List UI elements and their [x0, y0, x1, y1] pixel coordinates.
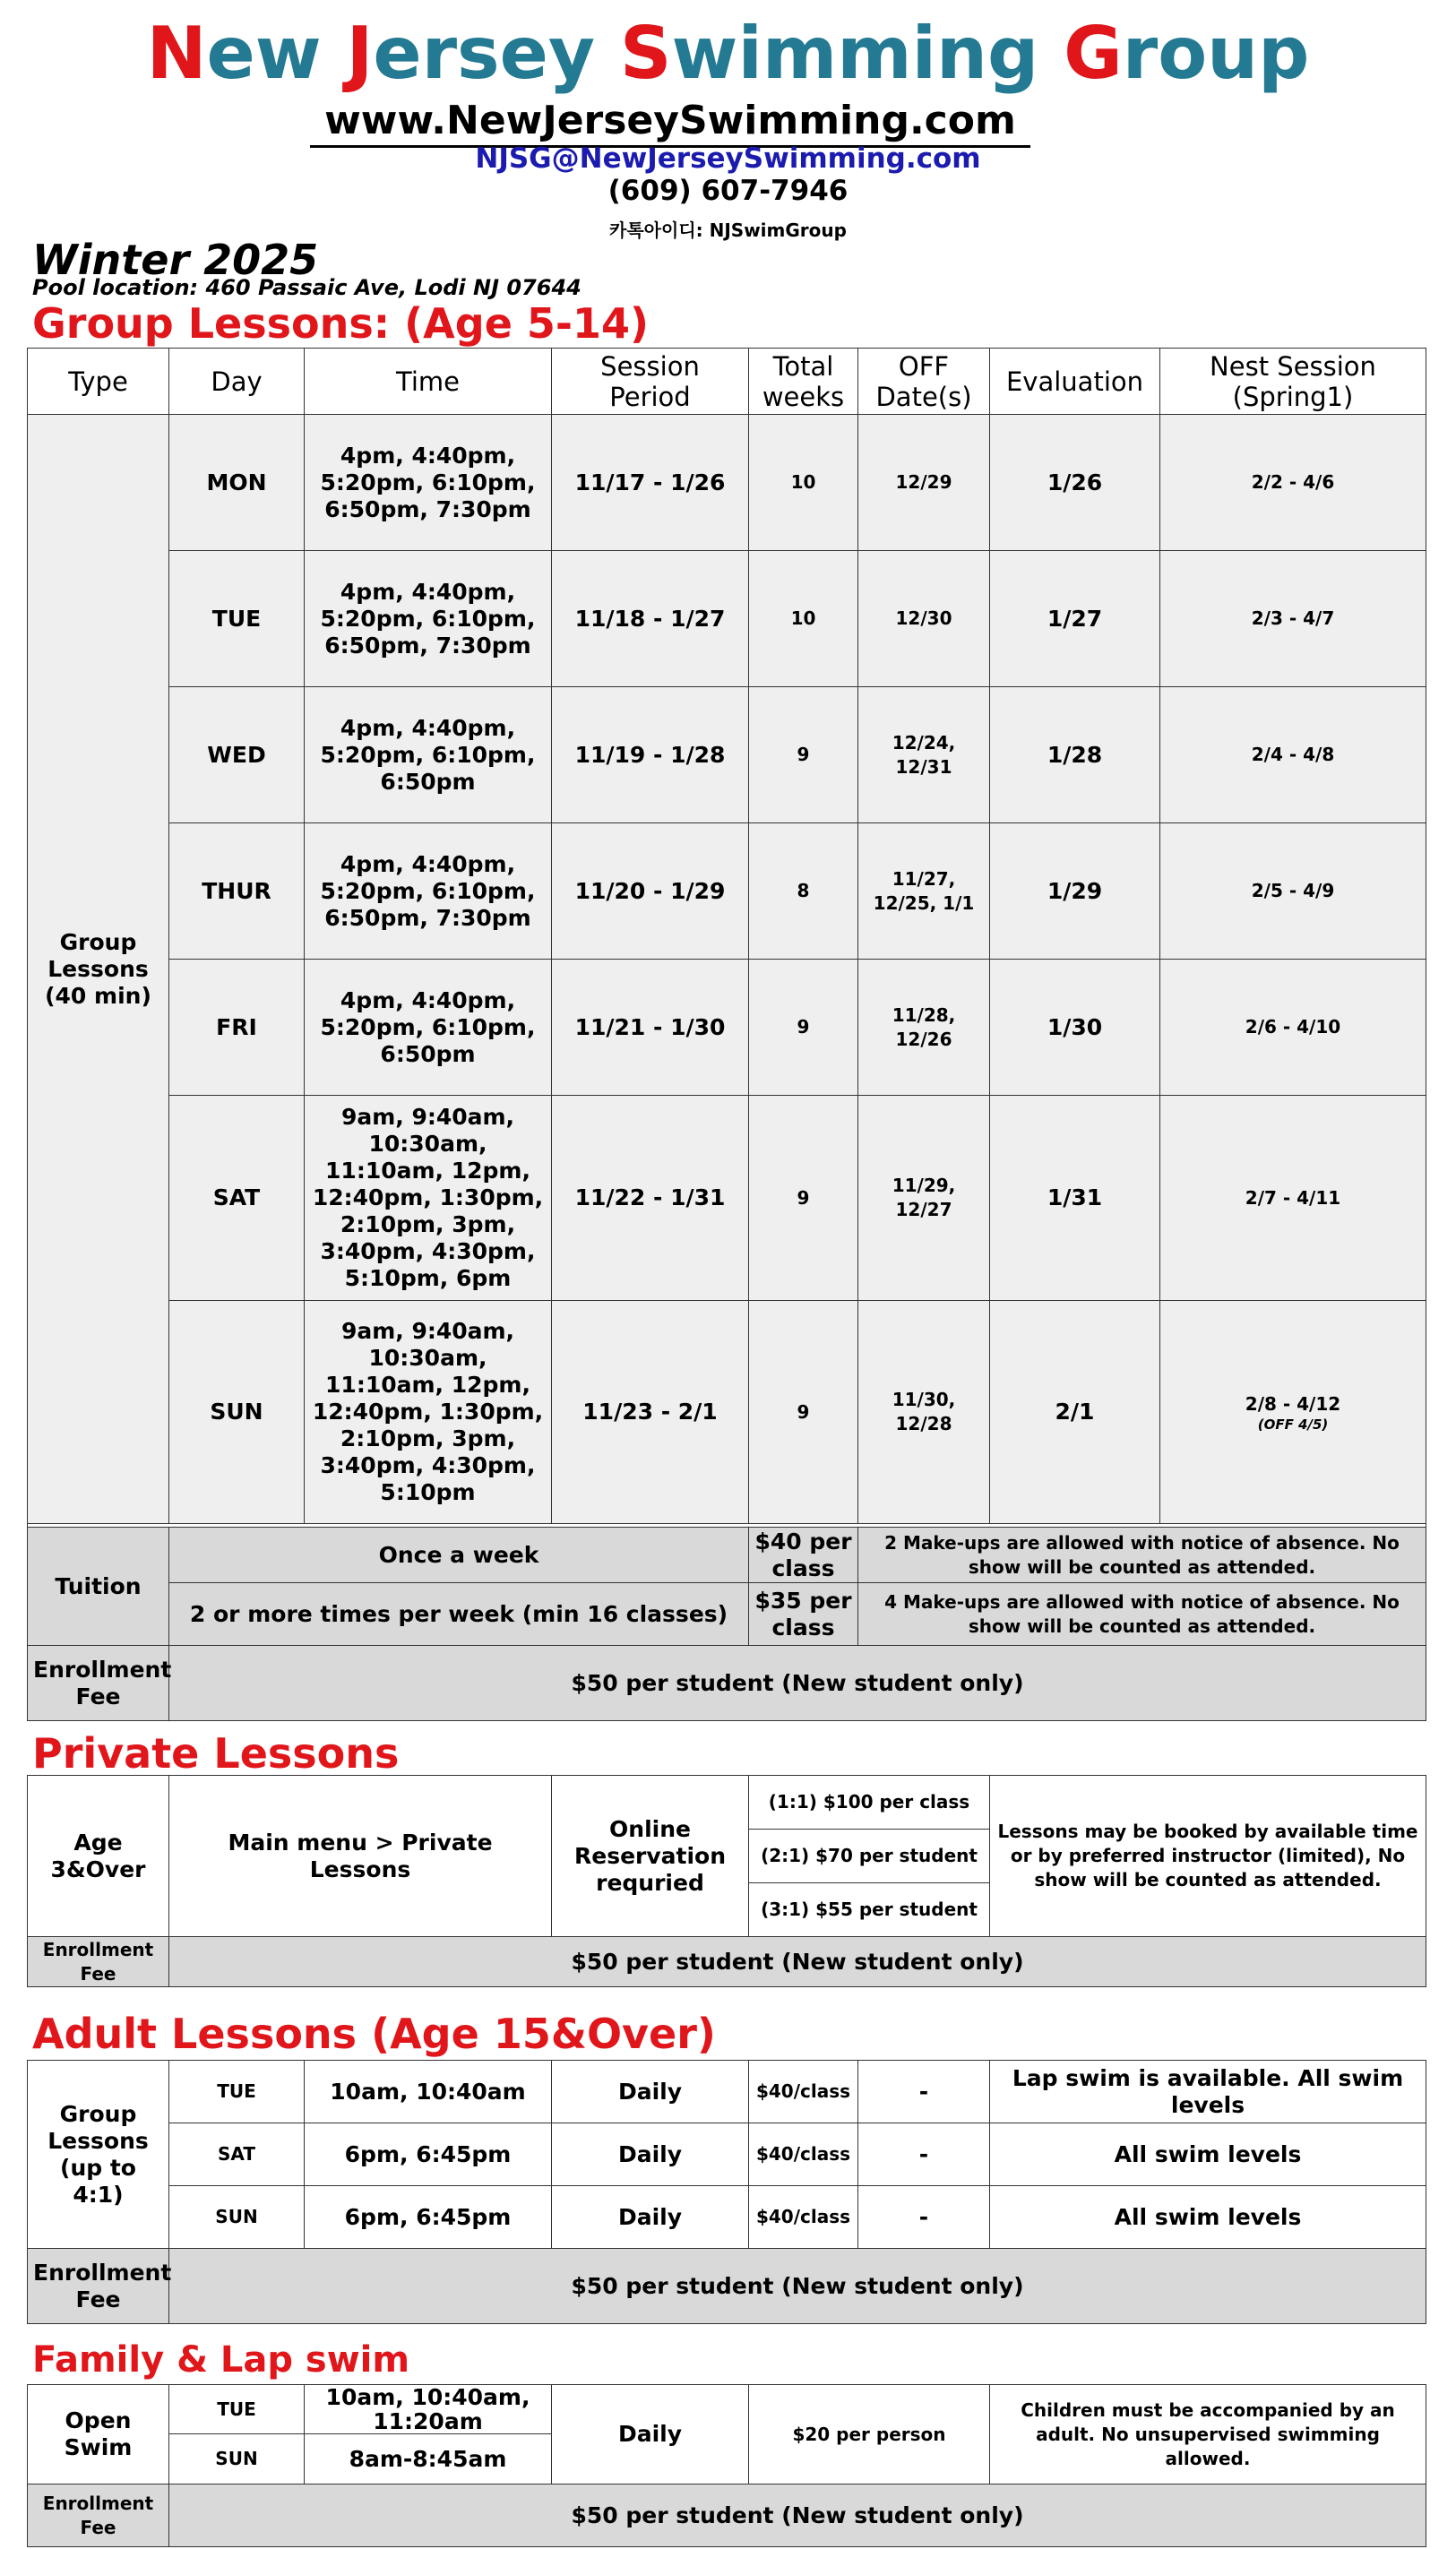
- family-time-2: 8am-8:45am: [305, 2434, 552, 2484]
- family-enroll-label: Enrollment Fee: [28, 2484, 169, 2547]
- adult-enroll-row: [28, 2249, 1426, 2324]
- group-evaluation: 1/28: [990, 687, 1160, 823]
- group-period: 11/21 - 1/30: [552, 960, 749, 1096]
- title-part: S: [619, 12, 672, 95]
- next-session-dates: 2/5 - 4/9: [1251, 880, 1335, 901]
- pool-location: Pool location: 460 Passaic Ave, Lodi NJ 07644: [32, 275, 582, 300]
- phone-number: (609) 607-7946: [607, 175, 849, 207]
- private-price-1: (1:1) $100 per class: [749, 1776, 990, 1830]
- title-part: N: [146, 12, 207, 95]
- group-weeks: 9: [749, 687, 858, 823]
- group-time: 9am, 9:40am, 10:30am, 11:10am, 12pm, 12:40pm, 1:30pm, 2:10pm, 3pm, 3:40pm, 4:30pm, 5:10pm: [305, 1301, 552, 1524]
- page-title: [0, 9, 1456, 99]
- next-session-dates: 2/2 - 4/6: [1251, 471, 1335, 493]
- title-part: G: [1064, 12, 1123, 95]
- group-header-cell: Evaluation: [990, 349, 1160, 415]
- next-session-dates: 2/7 - 4/11: [1245, 1186, 1341, 1209]
- group-header-cell: Day: [169, 349, 305, 415]
- group-evaluation: 1/31: [990, 1096, 1160, 1301]
- season-label: Winter 2025: [32, 236, 319, 284]
- website-link[interactable]: www.NewJerseySwimming.com: [310, 97, 1030, 148]
- family-period: Daily: [552, 2385, 749, 2484]
- group-row: [28, 1301, 1426, 1524]
- title-part: ersey: [373, 12, 620, 95]
- private-menu-path: Main menu > Private Lessons: [169, 1776, 552, 1937]
- adult-off: -: [858, 2061, 990, 2123]
- tuition-row: [28, 1583, 1426, 1646]
- tuition-note: 2 Make-ups are allowed with notice of absence. No show will be counted as attended.: [858, 1528, 1426, 1583]
- adult-time: 10am, 10:40am: [305, 2061, 552, 2123]
- group-weeks: 8: [749, 823, 858, 960]
- group-evaluation: 1/27: [990, 551, 1160, 687]
- group-weeks: 9: [749, 960, 858, 1096]
- group-weeks: 9: [749, 1096, 858, 1301]
- group-header-cell: Total weeks: [749, 349, 858, 415]
- adult-period: Daily: [552, 2186, 749, 2249]
- adult-note: All swim levels: [990, 2123, 1426, 2186]
- tuition-row: [28, 1528, 1426, 1583]
- group-row: [28, 960, 1426, 1096]
- group-evaluation: 1/30: [990, 960, 1160, 1096]
- next-session-note: (OFF 4/5): [1257, 1416, 1329, 1433]
- group-lessons-table: [27, 348, 1426, 1721]
- title-part: roup: [1122, 12, 1310, 95]
- group-day: WED: [169, 687, 305, 823]
- group-next-session: [1160, 1301, 1426, 1524]
- group-row: [28, 687, 1426, 823]
- group-row: [28, 415, 1426, 551]
- adult-row: [28, 2123, 1426, 2186]
- adult-note: All swim levels: [990, 2186, 1426, 2249]
- adult-type: Group Lessons (up to 4:1): [28, 2061, 169, 2249]
- family-enroll-fee: $50 per student (New student only): [169, 2484, 1426, 2547]
- tuition-frequency: Once a week: [169, 1528, 749, 1583]
- private-lessons-table: [27, 1775, 1426, 1987]
- adult-day: SAT: [169, 2123, 305, 2186]
- group-period: 11/17 - 1/26: [552, 415, 749, 551]
- adult-off: -: [858, 2123, 990, 2186]
- adult-time: 6pm, 6:45pm: [305, 2186, 552, 2249]
- group-evaluation: 1/29: [990, 823, 1160, 960]
- adult-enroll-label: Enrollment Fee: [28, 2249, 169, 2324]
- adult-note: Lap swim is available. All swim levels: [990, 2061, 1426, 2123]
- group-off-dates: 11/27, 12/25, 1/1: [858, 823, 990, 960]
- adult-price: $40/class: [749, 2123, 858, 2186]
- group-type: Group Lessons (40 min): [28, 415, 169, 1524]
- group-next-session: [1160, 823, 1426, 960]
- family-day-2: SUN: [169, 2434, 305, 2484]
- next-session-dates: 2/6 - 4/10: [1245, 1016, 1341, 1038]
- group-period: 11/19 - 1/28: [552, 687, 749, 823]
- title-part: ew: [206, 12, 347, 95]
- family-type: Open Swim: [28, 2385, 169, 2484]
- next-session-dates: 2/8 - 4/12: [1245, 1392, 1341, 1415]
- group-row: [28, 551, 1426, 687]
- group-evaluation: 1/26: [990, 415, 1160, 551]
- next-session-dates: 2/3 - 4/7: [1251, 607, 1335, 629]
- group-period: 11/18 - 1/27: [552, 551, 749, 687]
- private-enroll-label: Enrollment Fee: [28, 1937, 169, 1987]
- group-weeks: 9: [749, 1301, 858, 1524]
- adult-period: Daily: [552, 2123, 749, 2186]
- family-price: $20 per person: [749, 2385, 990, 2484]
- group-header-cell: Time: [305, 349, 552, 415]
- family-note: Children must be accompanied by an adult. No unsupervised swimming allowed.: [990, 2385, 1426, 2484]
- title-part: J: [346, 12, 374, 95]
- private-enroll-fee: $50 per student (New student only): [169, 1937, 1426, 1987]
- group-time: 4pm, 4:40pm, 5:20pm, 6:10pm, 6:50pm: [305, 687, 552, 823]
- group-next-session: [1160, 960, 1426, 1096]
- group-lessons-title: Group Lessons: (Age 5-14): [32, 299, 650, 348]
- group-time: 4pm, 4:40pm, 5:20pm, 6:10pm, 6:50pm, 7:30pm: [305, 551, 552, 687]
- group-weeks: 10: [749, 551, 858, 687]
- tuition-frequency: 2 or more times per week (min 16 classes): [169, 1583, 749, 1646]
- tuition-price: $40 per class: [749, 1528, 858, 1583]
- group-header-cell: OFF Date(s): [858, 349, 990, 415]
- group-time: 4pm, 4:40pm, 5:20pm, 6:10pm, 6:50pm: [305, 960, 552, 1096]
- group-header-cell: Type: [28, 349, 169, 415]
- adult-lessons-table: [27, 2060, 1426, 2324]
- group-day: TUE: [169, 551, 305, 687]
- group-next-session: [1160, 687, 1426, 823]
- adult-price: $40/class: [749, 2061, 858, 2123]
- group-period: 11/22 - 1/31: [552, 1096, 749, 1301]
- group-period: 11/20 - 1/29: [552, 823, 749, 960]
- group-header-cell: Session Period: [552, 349, 749, 415]
- private-price-2: (2:1) $70 per student: [749, 1830, 990, 1883]
- group-off-dates: 12/30: [858, 551, 990, 687]
- tuition-label: Tuition: [28, 1528, 169, 1646]
- adult-day: SUN: [169, 2186, 305, 2249]
- group-day: FRI: [169, 960, 305, 1096]
- group-off-dates: 12/24, 12/31: [858, 687, 990, 823]
- group-enroll-fee: $50 per student (New student only): [169, 1646, 1426, 1721]
- private-note: Lessons may be booked by available time or by preferred instructor (limited), No show will be counted as attended.: [990, 1776, 1426, 1937]
- group-off-dates: 11/29, 12/27: [858, 1096, 990, 1301]
- title-part: wimming: [671, 12, 1064, 95]
- group-next-session: [1160, 1096, 1426, 1301]
- next-session-dates: 2/4 - 4/8: [1251, 744, 1335, 765]
- group-off-dates: 11/30, 12/28: [858, 1301, 990, 1524]
- group-day: MON: [169, 415, 305, 551]
- adult-lessons-title: Adult Lessons (Age 15&Over): [32, 2010, 716, 2058]
- group-next-session: [1160, 551, 1426, 687]
- group-enroll-row: [28, 1646, 1426, 1721]
- family-swim-title: Family & Lap swim: [32, 2339, 410, 2381]
- adult-day: TUE: [169, 2061, 305, 2123]
- family-swim-table: [27, 2384, 1426, 2547]
- group-day: THUR: [169, 823, 305, 960]
- tuition-note: 4 Make-ups are allowed with notice of absence. No show will be counted as attended.: [858, 1583, 1426, 1646]
- group-period: 11/23 - 2/1: [552, 1301, 749, 1524]
- group-time: 4pm, 4:40pm, 5:20pm, 6:10pm, 6:50pm, 7:30pm: [305, 415, 552, 551]
- email-link[interactable]: NJSG@NewJerseySwimming.com: [475, 142, 981, 175]
- group-header-cell: Nest Session (Spring1): [1160, 349, 1426, 415]
- group-time: 4pm, 4:40pm, 5:20pm, 6:10pm, 6:50pm, 7:30pm: [305, 823, 552, 960]
- group-next-session: [1160, 415, 1426, 551]
- adult-off: -: [858, 2186, 990, 2249]
- adult-enroll-fee: $50 per student (New student only): [169, 2249, 1426, 2324]
- group-day: SAT: [169, 1096, 305, 1301]
- tuition-price: $35 per class: [749, 1583, 858, 1646]
- adult-period: Daily: [552, 2061, 749, 2123]
- group-enroll-label: Enrollment Fee: [28, 1646, 169, 1721]
- group-time: 9am, 9:40am, 10:30am, 11:10am, 12pm, 12:40pm, 1:30pm, 2:10pm, 3pm, 3:40pm, 4:30pm, 5:10pm, 6pm: [305, 1096, 552, 1301]
- group-evaluation: 2/1: [990, 1301, 1160, 1524]
- private-lessons-title: Private Lessons: [32, 1729, 400, 1778]
- private-price-3: (3:1) $55 per student: [749, 1883, 990, 1937]
- group-weeks: 10: [749, 415, 858, 551]
- private-reservation: Online Reservation requried: [552, 1776, 749, 1937]
- private-age: Age 3&Over: [28, 1776, 169, 1937]
- family-time-1: 10am, 10:40am, 11:20am: [305, 2385, 552, 2434]
- adult-row: [28, 2186, 1426, 2249]
- group-row: [28, 823, 1426, 960]
- group-off-dates: 12/29: [858, 415, 990, 551]
- kakao-id: 카톡아이디: NJSwimGroup: [609, 220, 847, 241]
- adult-time: 6pm, 6:45pm: [305, 2123, 552, 2186]
- adult-price: $40/class: [749, 2186, 858, 2249]
- adult-row: [28, 2061, 1426, 2123]
- group-off-dates: 11/28, 12/26: [858, 960, 990, 1096]
- group-day: SUN: [169, 1301, 305, 1524]
- group-row: [28, 1096, 1426, 1301]
- family-day-1: TUE: [169, 2385, 305, 2434]
